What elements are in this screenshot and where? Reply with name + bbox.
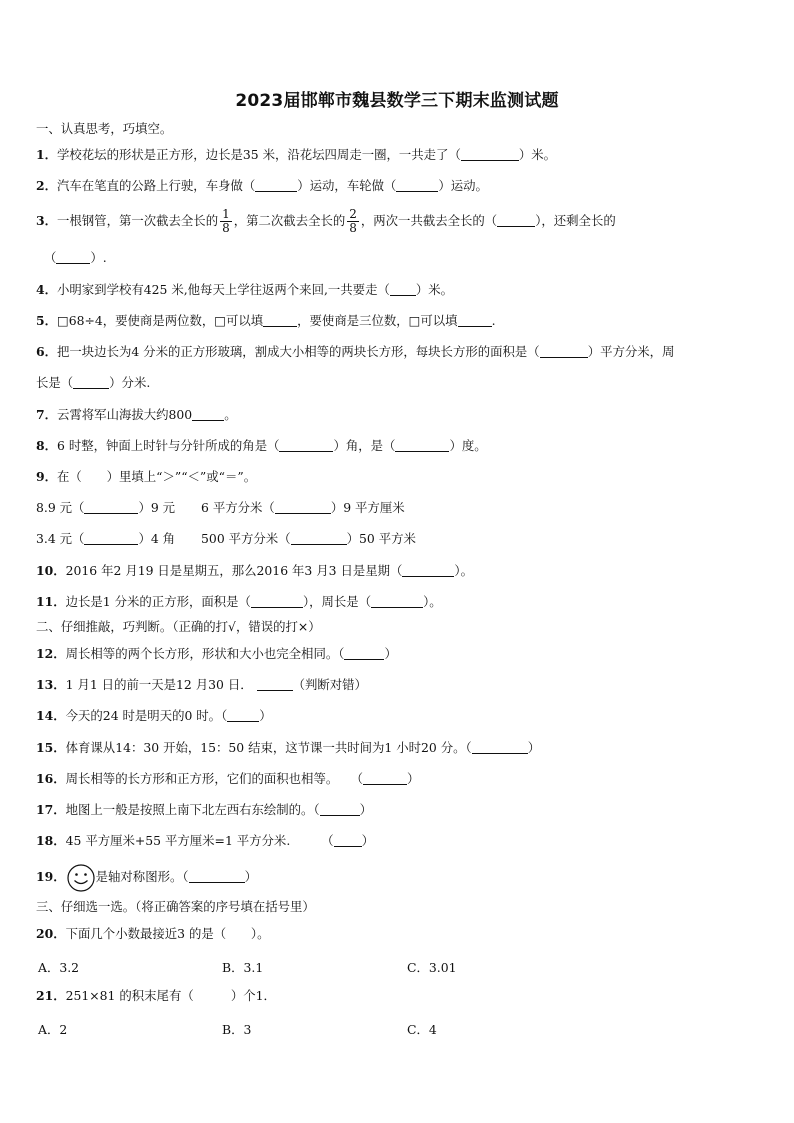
question-text: ，第二次截去全长的 [233,213,346,228]
section-3-heading: 三、仔细选一选。（将正确答案的序号填在括号里） [36,899,315,914]
question-number: 16． [36,771,66,786]
question-text: ）角，是（ [333,438,396,453]
answer-blank[interactable] [402,564,454,577]
question-text: ），还剩全长的 [535,213,616,228]
choice-20-c[interactable]: C．3.01 [407,960,457,975]
question-number: 4． [36,282,58,297]
question-text: 周长相等的长方形和正方形，它们的面积也相等。 （ [65,771,364,786]
question-text: 3.4 元（ [36,531,85,546]
question-text: 500 平方分米（ [201,531,291,546]
page-title: 2023届邯郸市魏县数学三下期末监测试题 [235,91,559,111]
answer-blank[interactable] [291,532,347,545]
answer-blank[interactable] [251,595,303,608]
question-number: 6． [36,344,58,359]
question-text: □68÷4，要使商是两位数，□可以填 [57,313,264,328]
question-number: 21． [36,988,66,1003]
question-text: 是轴对称图形。（ [95,869,189,884]
question-text: ）运动。 [438,178,488,193]
fraction-two-eighths [347,208,359,235]
question-text: 边长是1 分米的正方形，面积是（ [65,594,251,609]
question-16 [36,771,419,787]
choice-20-b[interactable]: B．3.1 [222,960,264,975]
question-text: ）度。 [449,438,487,453]
question-12 [36,646,397,662]
question-20 [36,926,270,942]
choice-21-b[interactable]: B．3 [222,1022,252,1037]
question-text: 汽车在笔直的公路上行驶，车身做（ [57,178,256,193]
question-13 [36,677,367,693]
question-number: 2． [36,178,58,193]
question-text: ）。 [454,563,473,578]
section-1-heading: 一、认真思考，巧填空。 [36,121,173,136]
question-number: 15． [36,740,66,755]
answer-blank[interactable] [257,678,293,691]
question-text: ） [527,740,541,755]
question-text: ） [407,771,420,786]
question-text: ），周长是（ [302,594,372,609]
question-text: 1 月1 日的前一天是12 月30 日． [65,677,253,692]
question-text: 今天的24 时是明天的0 时。（ [65,708,228,723]
question-text: 。 [224,407,237,422]
question-18 [36,833,374,849]
question-number: 12． [36,646,66,661]
question-2 [36,178,488,194]
answer-blank[interactable] [279,439,333,452]
answer-blank[interactable] [461,148,519,161]
smiley-face-icon [66,864,96,892]
question-text: ）9 元 [138,500,176,515]
question-15 [36,740,540,756]
answer-blank[interactable] [56,251,90,264]
question-number: 5． [36,313,58,328]
answer-blank[interactable] [263,314,297,327]
answer-blank[interactable] [390,283,416,296]
numerator: 1 [222,207,230,221]
answer-blank[interactable] [395,439,449,452]
answer-blank[interactable] [371,595,423,608]
question-number: 17． [36,802,66,817]
question-text: 下面几个小数最接近3 的是（ ）。 [65,926,270,941]
question-9-row-2 [36,531,416,547]
question-text: ）米。 [415,282,454,297]
answer-blank[interactable] [344,647,384,660]
question-text: ）平方分米，周 [587,344,675,359]
answer-blank[interactable] [396,179,438,192]
question-text: ）. [90,250,107,265]
question-19 [36,862,257,892]
answer-blank[interactable] [255,179,297,192]
question-text: ） [259,708,272,723]
denominator: 8 [349,221,357,235]
question-21 [36,988,276,1004]
question-number: 13． [36,677,66,692]
question-text: ） [359,802,373,817]
question-8 [36,438,487,454]
question-text: 体育课从14：30 开始，15：50 结束，这节课一共时间为1 小时20 分。（ [65,740,472,755]
question-text: ，两次一共截去全长的（ [360,213,498,228]
question-text: 8.9 元（ [36,500,85,515]
question-number: 19． [36,869,66,884]
question-number: 20． [36,926,66,941]
question-number: 7． [36,407,58,422]
answer-blank[interactable] [363,772,407,785]
question-5 [36,313,496,329]
question-text: 6 平方分米（ [201,500,275,515]
question-17 [36,802,372,818]
question-text: 45 平方厘米+55 平方厘米=1 平方分米. （ [65,833,334,848]
question-text: （判断对错） [292,677,367,692]
question-text: 一根钢管，第一次截去全长的 [57,213,219,228]
question-14 [36,708,272,724]
question-9-row-1 [36,500,405,516]
question-6-continued [36,375,150,391]
question-text: ） [361,833,375,848]
choice-21-a[interactable]: A．2 [38,1022,68,1037]
question-text: 地图上一般是按照上南下北左西右东绘制的。（ [65,802,320,817]
numerator: 2 [349,207,357,221]
choice-20-a[interactable]: A．3.2 [38,960,80,975]
question-9 [36,469,256,485]
question-text: ）运动，车轮做（ [297,178,397,193]
denominator: 8 [222,221,230,235]
answer-blank[interactable] [275,501,331,514]
question-text: 学校花坛的形状是正方形，边长是35 米，沿花坛四周走一圈，一共走了（ [57,147,461,162]
fraction-one-eighth [220,208,232,235]
question-text: 云霄将军山海拔大约800 [57,407,193,422]
answer-blank[interactable] [73,376,109,389]
question-number: 14． [36,708,66,723]
question-3-continued [44,250,107,266]
answer-blank[interactable] [227,709,259,722]
question-text: ，要使商是三位数，□可以填 [297,313,458,328]
question-text: ）米。 [518,147,557,162]
question-text: 把一块边长为4 分米的正方形玻璃，割成大小相等的两块长方形，每块长方形的面积是（ [57,344,540,359]
question-text: 6 时整，钟面上时针与分针所成的角是（ [57,438,280,453]
answer-blank[interactable] [334,834,362,847]
answer-blank[interactable] [320,803,360,816]
question-text: 251×81 的积末尾有（ ）个1． [65,988,276,1003]
question-text: ）4 角 [138,531,176,546]
question-10 [36,563,473,579]
question-number: 18． [36,833,66,848]
question-number: 10． [36,563,66,578]
question-text: ）分米. [109,375,151,390]
answer-blank[interactable] [540,345,588,358]
question-text: 长是（ [36,375,74,390]
question-number: 1． [36,147,58,162]
question-number: 8． [36,438,58,453]
answer-blank[interactable] [84,532,138,545]
section-2-heading: 二、仔细推敲，巧判断。（正确的打√，错误的打×） [36,619,321,634]
question-text: 周长相等的两个长方形，形状和大小也完全相同。（ [65,646,345,661]
question-text: ）50 平方米 [346,531,416,546]
question-11 [36,594,442,610]
question-1 [36,147,556,163]
choice-21-c[interactable]: C．4 [407,1022,437,1037]
answer-blank[interactable] [84,501,138,514]
question-text: ）。 [423,594,442,609]
answer-blank[interactable] [458,314,492,327]
answer-blank[interactable] [472,741,528,754]
question-text: （ [44,250,57,265]
answer-blank[interactable] [192,408,224,421]
question-number: 11． [36,594,66,609]
answer-blank[interactable] [497,214,535,227]
question-text: ） [384,646,397,661]
question-number: 3． [36,213,58,228]
question-text: 小明家到学校有425 米,他每天上学往返两个来回,一共要走（ [57,282,390,297]
question-number: 9． [36,469,58,484]
question-text: ）9 平方厘米 [330,500,405,515]
question-text: ） [244,869,257,884]
question-3 [36,204,616,238]
question-text: 2016 年2 月19 日是星期五，那么2016 年3 月3 日是星期（ [65,563,403,578]
question-text: 在（ ）里填上“＞”“＜”或“＝”。 [57,469,257,484]
question-6 [36,344,674,360]
question-4 [36,282,453,298]
question-7 [36,407,237,423]
question-text: . [491,313,496,328]
answer-blank[interactable] [189,870,245,883]
